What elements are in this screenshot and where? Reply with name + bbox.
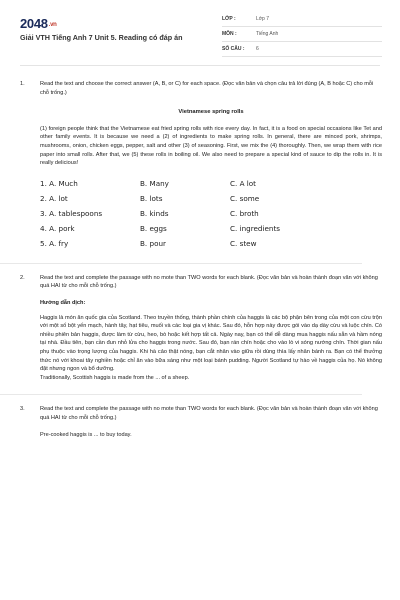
option-number: 5. (40, 238, 47, 248)
option-c[interactable]: C. A lot (230, 178, 257, 188)
meta-value: Lớp 7 (256, 16, 270, 22)
option-c[interactable]: C. stew (230, 238, 257, 248)
translation-heading: Hướng dẫn dịch: (40, 299, 86, 306)
passage-title: Vietnamese spring rolls (178, 109, 244, 116)
option-c[interactable]: C. ingredients (230, 223, 281, 233)
option-b[interactable]: B. lots (140, 193, 163, 203)
document-header (0, 0, 400, 62)
meta-value: Tiếng Anh (256, 31, 279, 37)
option-row (40, 176, 382, 191)
option-a[interactable] (40, 191, 140, 206)
meta-row-subject (222, 27, 382, 42)
meta-row-count (222, 42, 382, 57)
document-title: Giải VTH Tiếng Anh 7 Unit 5. Reading có đáp án (20, 33, 183, 42)
header-divider (20, 65, 380, 66)
question-instruction: Read the text and complete the passage with no mote than TWO words for each blank. (Đọc văn bản và hoàn thành đoạn văn với không quá HAI từ cho mỗi chỗ trống.) (40, 406, 378, 421)
answer-options (40, 176, 382, 251)
option-a-text: A. fry (49, 238, 69, 248)
site-logo[interactable] (20, 16, 57, 31)
question-instruction: Read the text and complete the passage with no mote than TWO words for each blank. (Đọc văn bản và hoàn thành đoạn văn với không quá HAI từ cho mỗi chỗ trống.) (40, 274, 378, 290)
option-b[interactable]: B. pour (140, 238, 166, 248)
meta-row-class (222, 12, 382, 27)
question-number: 1. (20, 81, 25, 87)
option-a-text: A. lot (49, 193, 68, 203)
meta-value: 6 (256, 46, 259, 52)
option-number: 3. (40, 208, 47, 218)
fill-blank-sentence: Traditionally, Scottish haggis is made from the ... of a sheep. (40, 374, 190, 381)
option-a-text: A. pork (49, 223, 75, 233)
option-number: 1. (40, 178, 47, 188)
option-a[interactable] (40, 206, 140, 221)
fill-blank-sentence: Pre-cooked haggis is ... to buy today. (40, 432, 132, 439)
section-divider (0, 394, 362, 395)
option-c[interactable]: C. some (230, 193, 260, 203)
passage-text: (1) foreign people think that the Vietnamese eat fried spring rolls with rice every day. In fact, it is a food on special occasions like Tet and other family events. It is because we need a (2) of ingredients to make spring rolls. In general, there are minced pork, shrimps, mushrooms, onion, chicken eggs, pepper, salt and other (3) of seasoning. First, we mix the (4) thoroughly. Then, we wrap them with rice paper into small rolls. After that, we (5) these rolls in boiling oil. We also need to prepare a special kind of sauce to dip the rolls in. It is really delicious! (40, 125, 382, 167)
question-number: 3. (20, 406, 25, 413)
document-content (20, 80, 382, 440)
question-3 (20, 405, 382, 440)
option-number: 4. (40, 223, 47, 233)
option-b[interactable]: B. eggs (140, 223, 167, 233)
section-divider (0, 263, 362, 264)
question-1 (20, 80, 382, 251)
option-number: 2. (40, 193, 47, 203)
meta-key: LỚP : (222, 16, 236, 22)
meta-table (222, 12, 382, 57)
question-number: 2. (20, 274, 25, 281)
question-instruction: Read the text and choose the correct answer (A, B, or C) for each space. (Đọc văn bản và chọn câu trả lời đúng (A, B hoặc C) cho mỗi chỗ trống.) (40, 81, 374, 96)
option-row (40, 206, 382, 221)
option-row (40, 191, 382, 206)
option-a[interactable] (40, 221, 140, 236)
option-a[interactable] (40, 236, 140, 251)
option-b[interactable]: B. Many (140, 178, 169, 188)
option-a-text: A. Much (49, 178, 78, 188)
logo-suffix: .vn (48, 21, 57, 28)
logo-text: 2048 (20, 16, 48, 31)
option-a[interactable] (40, 176, 140, 191)
option-a-text: A. tablespoons (49, 208, 103, 218)
option-c[interactable]: C. broth (230, 208, 259, 218)
meta-key: SỐ CÂU : (222, 46, 245, 52)
question-2 (20, 274, 382, 383)
option-b[interactable]: B. kinds (140, 208, 169, 218)
meta-key: MÔN : (222, 31, 237, 37)
option-row (40, 236, 382, 251)
option-row (40, 221, 382, 236)
translation-text: Haggis là món ăn quốc gia của Scotland. Theo truyền thống, thành phần chính của haggis là các bộ phận bên trong của một con cừu trộn với một số bột yến mạch, hành tây, hạt tiêu, muối và các loại gia vị khác. Sau đó, hỗn hợp này được gói vào dạ dày cừu và luộc chín. Có nhiều phiên bản haggis, được làm từ cừu, heo, bò hoặc kết hợp tất cả. Ngày nay, bạn có thể dễ dàng mua haggis nấu sẵn và hầm nóng tại nhà. Đầu tiên, bạn cần đun nhỏ lửa cho haggis trong nước. Sau đó, bạn rán chín hoặc cho vào lò vi sóng nướng chín. Thời gian nấu phụ thuộc vào trọng lượng của haggis. Khi hà cảo thật nóng, bạn cắt nhân vào giữa rồi dùng thìa lấy nhân bánh ra. Bạn có thể thưởng thức nó với khoai tây nghiền hoặc chỉ ăn vào bữa sáng như một loại bánh pudding. Người Scotland tự hào về haggis của họ. Nó không đặt nhưng ngon và bổ dưỡng. (40, 314, 382, 373)
